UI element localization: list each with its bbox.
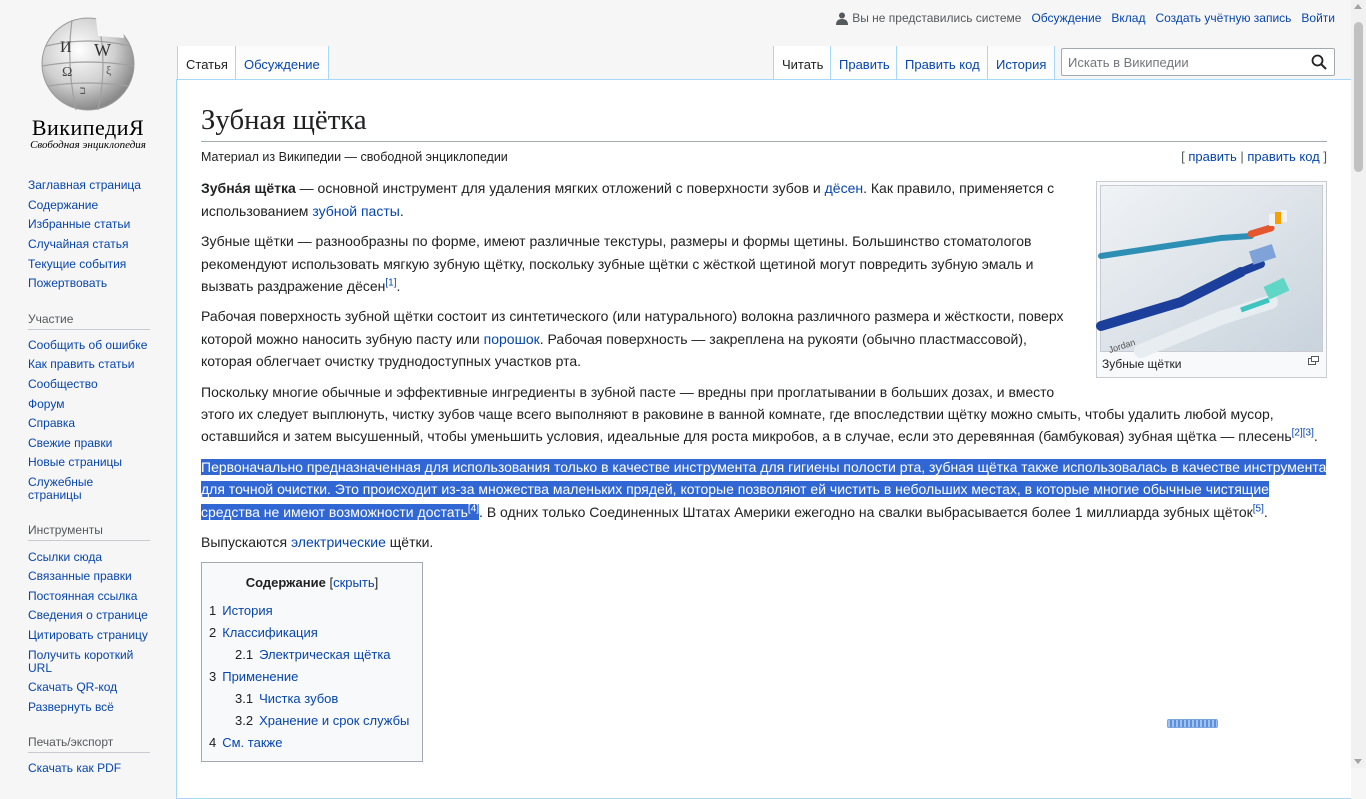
toc-bracket-open: [ (329, 574, 334, 590)
paragraph-5 (201, 456, 1327, 523)
sidebar-item-new-pages[interactable]: Новые страницы (28, 455, 123, 470)
talk-link[interactable]: Обсуждение (1031, 11, 1102, 25)
tab-article[interactable] (177, 46, 236, 80)
sidebar-item-expand-all[interactable]: Развернуть всё (28, 699, 114, 714)
sidebar (0, 176, 176, 791)
p6-text1: Выпускаются (201, 534, 291, 551)
toc-link-history[interactable]: История (222, 602, 273, 618)
ref-5[interactable]: [5] (1252, 503, 1264, 515)
sidebar-item-forum[interactable]: Форум (28, 396, 65, 411)
link-powder[interactable]: порошок (483, 330, 540, 347)
tab-talk-label: Обсуждение (244, 57, 320, 72)
tab-read-label: Читать (782, 57, 824, 72)
user-icon (836, 12, 848, 25)
svg-text:Jordan: Jordan (1107, 337, 1137, 356)
site-subtitle: Материал из Википедии — свободной энциклопедии (201, 150, 508, 165)
toc-num: 2 (209, 624, 217, 640)
section-edit-links (1181, 149, 1327, 164)
sidebar-item-related-changes[interactable]: Связанные правки (28, 569, 132, 584)
ref-3[interactable]: [3] (1302, 427, 1314, 439)
toc-toggle (329, 575, 378, 590)
toc-item[interactable] (209, 644, 415, 666)
toc-num: 4 (209, 734, 217, 750)
sidebar-item-current-events[interactable]: Текущие события (28, 256, 127, 271)
ref-4[interactable]: [4] (467, 503, 480, 515)
wikipedia-logo[interactable] (0, 0, 176, 160)
p4-text1: Поскольку многие обычные и эффективные ингредиенты в зубной пасте — вредны при проглатывании в больших дозах, и вместо этого их следует выплюнуть, чистку зубов чаще всего выполняют в раковине в ванной комнате, где впоследствии щётку можно смыть, чтобы удалить любой мусор, оставшийся и затем высушенный, чтобы уменьшить условия, идеальные для роста микробов, а в случае, если это деревянная (бамбуковая) зубная щётка — плесень (201, 383, 1292, 445)
tools-portal (28, 523, 176, 717)
sidebar-item-page-info[interactable]: Сведения о странице (28, 608, 148, 623)
nav-portal (28, 176, 176, 294)
thumb-caption-text: Зубные щётки (1102, 357, 1182, 372)
term-bold: Зубна́я щётка (201, 180, 296, 197)
scroll-down-icon[interactable] (1354, 759, 1362, 764)
toc-num: 1 (209, 602, 217, 618)
thumb-caption (1100, 352, 1323, 374)
tagline: Свободная энциклопедия (30, 139, 146, 151)
p5-text1: . В одних только Соединенных Штатах Америки ежегодно на свалки выбрасывается более 1 миллиарда зубных щёток (479, 503, 1253, 520)
toc-item[interactable] (209, 710, 415, 732)
edit-link[interactable]: править (1188, 149, 1237, 165)
sidebar-item-report-error[interactable]: Сообщить об ошибке (28, 337, 148, 352)
tab-edit[interactable] (830, 46, 898, 80)
toc-num: 3.2 (235, 712, 254, 728)
search-box (1061, 48, 1335, 76)
p5-selected: Первоначально предназначенная для использования только в качестве инструмента для гигиены полости рта, зубная щётка также использовалась в качестве инструмента для точной очистки. Это происходит из-за множества маленьких прядей, которые позволяют ей чистить в небольших местах, в которые многие обычные чистящие средства не имеют возможности достать (201, 458, 1327, 520)
vertical-scrollbar[interactable] (1351, 0, 1366, 768)
tools-heading: Инструменты (28, 523, 150, 541)
p4-text2: . (1313, 428, 1318, 445)
sidebar-item-random[interactable]: Случайная статья (28, 237, 129, 252)
sidebar-item-how-to-edit[interactable]: Как править статьи (28, 357, 135, 372)
print-heading: Печать/экспорт (28, 735, 150, 753)
ref-2[interactable]: [2] (1291, 427, 1303, 439)
toc-link-storage[interactable]: Хранение и срок службы (259, 712, 410, 728)
toc-item[interactable] (209, 622, 415, 644)
tab-talk[interactable] (235, 46, 329, 80)
login-link[interactable]: Войти (1301, 11, 1335, 25)
p1-text1: — основной инструмент для удаления мягких отложений с поверхности зубов и (295, 180, 825, 197)
toc-link-see-also[interactable]: См. также (222, 734, 283, 750)
toc-num: 2.1 (235, 646, 254, 662)
p3-text2: . Рабочая поверхность — закреплена на рукояти (обычно пластмассовой), которая облегчает очистку труднодоступных участков рта. (201, 330, 1027, 370)
create-account-link[interactable]: Создать учётную запись (1155, 11, 1292, 25)
sidebar-item-qr-code[interactable]: Скачать QR-код (28, 680, 118, 695)
sidebar-item-permanent-link[interactable]: Постоянная ссылка (28, 588, 138, 603)
sidebar-item-donate[interactable]: Пожертвовать (28, 276, 108, 291)
page-title: Зубная щётка (201, 102, 1327, 142)
scroll-up-icon[interactable] (1354, 4, 1362, 9)
p6-text2: щётки. (385, 534, 434, 551)
toothbrush-image[interactable] (1100, 185, 1323, 356)
tab-edit-source[interactable] (896, 46, 988, 80)
table-of-contents (201, 562, 423, 762)
p2-text2: . (396, 278, 401, 295)
wordmark: ВикипедиЯ (31, 115, 145, 140)
p2-text1: Зубные щётки — разнообразны по форме, имеют различные текстуры, размеры и формы щетины. Большинство стоматологов рекомендуют использовать мягкую зубную щётку, поскольку зубные щётки с жёсткой щетиной могут повредить зубную эмаль и вызвать раздражение дёсен (201, 233, 1034, 295)
sidebar-item-main-page[interactable]: Заглавная страница (28, 178, 141, 193)
sidebar-item-cite-page[interactable]: Цитировать страницу (28, 627, 148, 642)
paragraph-4 (201, 381, 1327, 448)
article-body (201, 177, 1327, 762)
toc-link-classification[interactable]: Классификация (222, 624, 318, 640)
toc-num: 3.1 (235, 690, 254, 706)
toc-item[interactable] (209, 688, 415, 710)
svg-text:И: И (60, 39, 72, 56)
toc-item[interactable] (209, 600, 415, 622)
svg-text:ξ: ξ (106, 63, 112, 77)
sidebar-item-short-url[interactable]: Получить короткий URL (28, 647, 134, 675)
contributions-link[interactable]: Вклад (1111, 11, 1146, 25)
sidebar-item-contents[interactable]: Содержание (28, 197, 99, 212)
toc-item[interactable] (209, 666, 415, 688)
scroll-thumb[interactable] (1354, 22, 1363, 172)
print-portal (28, 735, 176, 779)
bracket-close: ] (1323, 149, 1327, 165)
p5-text2: . (1263, 503, 1268, 520)
paragraph-6 (201, 531, 1327, 553)
site-sub (201, 150, 1327, 170)
ref-1[interactable]: [1] (385, 277, 397, 289)
p1-text3: . (399, 202, 404, 219)
tab-history[interactable] (987, 46, 1055, 80)
p3-text1: Рабочая поверхность зубной щётки состоит из синтетического (или натурального) волокна различного размера и жёсткости, поверх которой можно наносить зубную пасту или (201, 308, 1064, 347)
toc-title (209, 572, 415, 594)
personal-tools (836, 11, 1335, 25)
tab-article-label: Статья (186, 57, 228, 72)
anon-user (836, 11, 1021, 25)
sidebar-item-community[interactable]: Сообщество (28, 377, 98, 392)
enlarge-icon[interactable] (1308, 356, 1319, 365)
link-gums[interactable]: дёсен (824, 180, 864, 197)
bracket-open: [ (1181, 149, 1185, 165)
search-icon[interactable] (1311, 54, 1327, 70)
tab-read[interactable] (773, 46, 831, 80)
content (176, 79, 1351, 799)
link-toothpaste[interactable]: зубной пасты (312, 202, 400, 219)
toc-link-electric[interactable]: Электрическая щётка (259, 646, 391, 662)
sidebar-item-help[interactable]: Справка (28, 416, 76, 431)
svg-text:ב: ב (80, 83, 86, 97)
sidebar-item-special-pages[interactable]: Служебные страницы (28, 475, 94, 503)
toc-link-usage[interactable]: Применение (222, 668, 299, 684)
participation-heading: Участие (28, 312, 150, 330)
toc-link-brushing[interactable]: Чистка зубов (259, 690, 339, 706)
participation-portal (28, 312, 176, 506)
svg-text:Ω: Ω (62, 65, 73, 80)
thumbnail (1096, 181, 1327, 378)
puzzle-globe-icon (36, 16, 140, 112)
toc-item[interactable] (209, 732, 415, 754)
link-electric[interactable]: электрические (290, 534, 386, 551)
p1-text2: . Как правило, применяется с использованием (201, 180, 1055, 219)
toc-num: 3 (209, 668, 217, 684)
svg-text:W: W (94, 40, 111, 60)
tab-history-label: История (996, 57, 1047, 72)
edit-code-link[interactable]: править код (1247, 149, 1320, 165)
edit-separator: | (1240, 149, 1244, 165)
toc-hide-link[interactable]: скрыть (333, 574, 375, 590)
loading-indicator (1167, 719, 1218, 728)
toc-title-text: Содержание (245, 574, 326, 590)
tab-edit-source-label: Править код (905, 57, 980, 72)
sidebar-item-recent-changes[interactable]: Свежие правки (28, 435, 113, 450)
search-input[interactable] (1062, 49, 1302, 75)
anon-text: Вы не представились системе (852, 11, 1022, 25)
sidebar-item-download-pdf[interactable]: Скачать как PDF (28, 761, 122, 776)
toc-bracket-close: ] (374, 574, 379, 590)
tab-edit-label: Править (839, 57, 890, 72)
sidebar-item-featured[interactable]: Избранные статьи (28, 217, 131, 232)
sidebar-item-what-links-here[interactable]: Ссылки сюда (28, 549, 102, 564)
